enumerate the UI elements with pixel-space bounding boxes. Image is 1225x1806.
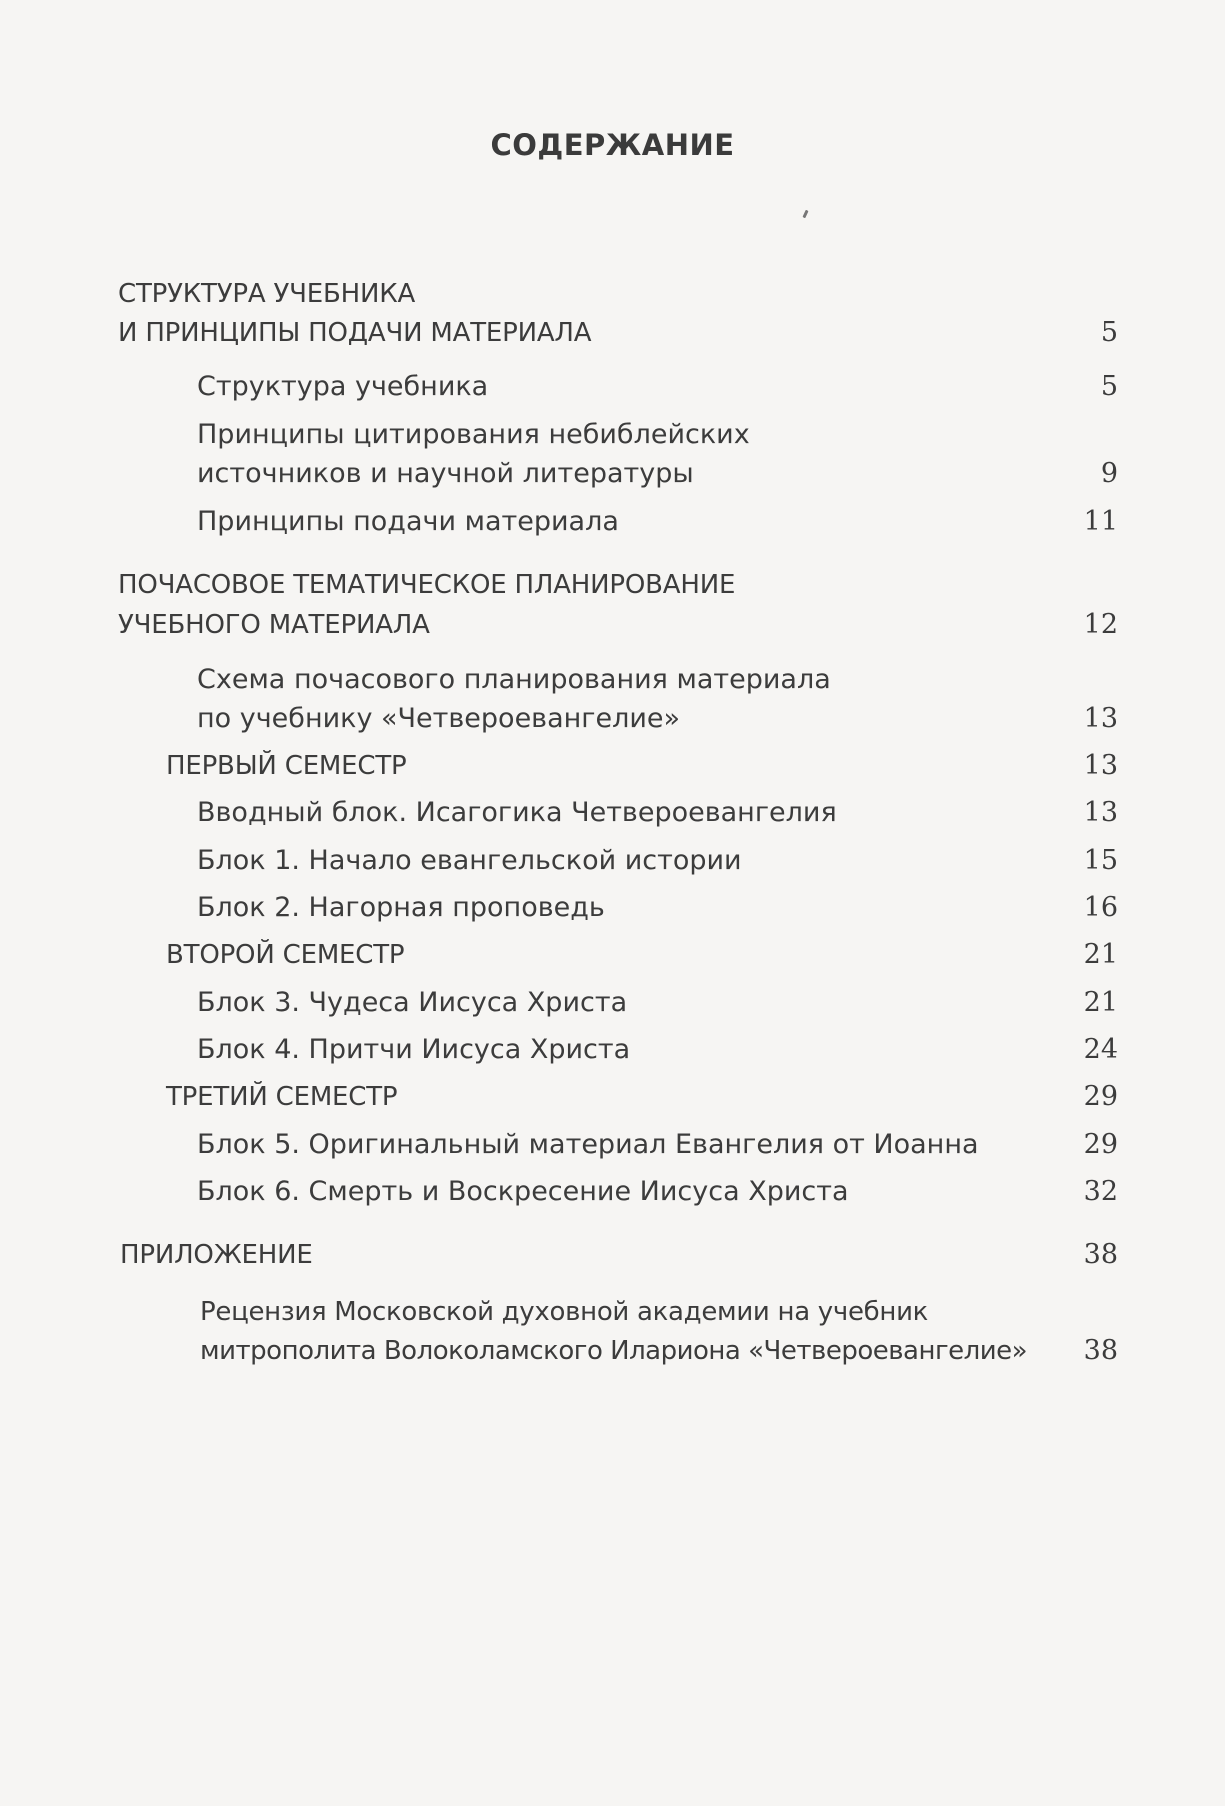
toc-entry-text: Схема почасового планирования материала — [197, 664, 831, 695]
toc-entry-text: ПРИЛОЖЕНИЕ — [120, 1240, 313, 1270]
toc-page-number: 21 — [1083, 987, 1118, 1018]
toc-entry-text: Вводный блок. Исагогика Четвероевангелия — [197, 797, 837, 828]
toc-entry-text: Блок 6. Смерть и Воскресение Иисуса Христа — [197, 1176, 849, 1207]
toc-entry-text: Рецензия Московской духовной академии на учебник — [200, 1297, 929, 1327]
toc-page-number: 38 — [1083, 1239, 1118, 1270]
toc-entry-text: Блок 1. Начало евангельской истории — [197, 845, 742, 876]
toc-entry-text: Блок 2. Нагорная проповедь — [197, 892, 605, 923]
toc-page-number: 9 — [1100, 458, 1118, 489]
toc-page-number: 12 — [1083, 609, 1118, 640]
toc-entry-text: И ПРИНЦИПЫ ПОДАЧИ МАТЕРИАЛА — [118, 318, 592, 348]
ink-mark — [802, 210, 808, 219]
toc-page-number: 13 — [1083, 797, 1118, 828]
toc-entry-text: ПЕРВЫЙ СЕМЕСТР — [166, 751, 407, 781]
toc-entry-text: Блок 5. Оригинальный материал Евангелия от Иоанна — [197, 1129, 979, 1160]
toc-entry-text: УЧЕБНОГО МАТЕРИАЛА — [118, 610, 430, 640]
toc-entry-text: ВТОРОЙ СЕМЕСТР — [166, 940, 405, 970]
toc-page-number: 13 — [1083, 703, 1118, 734]
toc-entry-text: Блок 3. Чудеса Иисуса Христа — [197, 987, 628, 1018]
toc-entry-text: Блок 4. Притчи Иисуса Христа — [197, 1034, 631, 1065]
toc-entry-text: Принципы цитирования небиблейских — [197, 419, 750, 450]
toc-entry-text: ТРЕТИЙ СЕМЕСТР — [166, 1082, 398, 1112]
toc-page-number: 24 — [1083, 1034, 1118, 1065]
page-title: СОДЕРЖАНИЕ — [490, 128, 735, 162]
toc-page-number: 29 — [1083, 1129, 1118, 1160]
toc-page-number: 32 — [1083, 1176, 1118, 1207]
toc-entry-text: Принципы подачи материала — [197, 506, 619, 537]
toc-page-number: 13 — [1083, 750, 1118, 781]
toc-page-number: 38 — [1083, 1335, 1118, 1366]
toc-entry-text: СТРУКТУРА УЧЕБНИКА — [118, 279, 416, 309]
toc-page-number: 15 — [1083, 845, 1118, 876]
toc-entry-text: по учебнику «Четвероевангелие» — [197, 703, 681, 734]
toc-page-number: 5 — [1100, 371, 1118, 402]
toc-entry-text: источников и научной литературы — [197, 458, 694, 489]
toc-entry-text: ПОЧАСОВОЕ ТЕМАТИЧЕСКОЕ ПЛАНИРОВАНИЕ — [118, 570, 736, 600]
toc-page-number: 16 — [1083, 892, 1118, 923]
toc-page-number: 5 — [1100, 317, 1118, 348]
toc-page-number: 11 — [1083, 506, 1118, 537]
toc-entry-text: митрополита Волоколамского Илариона «Четвероевангелие» — [200, 1336, 1028, 1366]
toc-page-number: 21 — [1083, 939, 1118, 970]
toc-page-number: 29 — [1083, 1081, 1118, 1112]
toc-entry-text: Структура учебника — [197, 371, 489, 402]
